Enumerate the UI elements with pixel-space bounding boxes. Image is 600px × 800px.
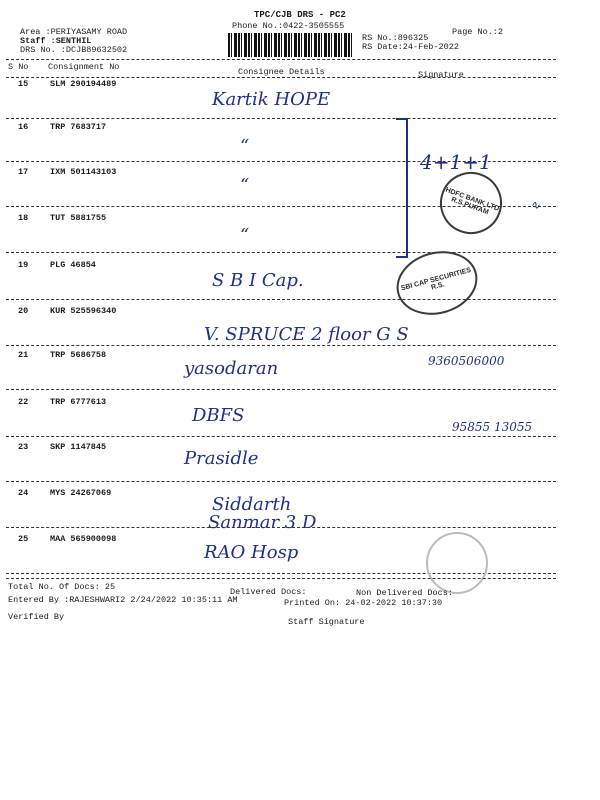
row-handwriting: RAO Hosp [204, 542, 299, 563]
row-divider [6, 481, 556, 482]
faded-stamp [426, 532, 488, 594]
row-consignment: IXM 501143103 [50, 167, 117, 177]
non-delivered-docs: Non Delivered Docs: [356, 588, 453, 598]
handwritten-number: 95855 13055 [452, 420, 533, 434]
rs-number: RS No.:896325 [362, 33, 429, 43]
row-handwriting: “ [240, 136, 250, 157]
row-consignment: TRP 7683717 [50, 122, 107, 132]
entered-by: Entered By :RAJESHWARI2 2/24/2022 10:35:11 AM [8, 595, 238, 605]
row-sno: 22 [18, 397, 29, 407]
row-handwriting: S B I Cap. [212, 270, 304, 291]
row-sno: 23 [18, 442, 29, 452]
row-divider [6, 118, 556, 119]
drs-number: DRS No. :DCJB89632502 [20, 45, 128, 55]
verified-by: Verified By [8, 612, 65, 622]
row-handwriting: Prasidle [184, 448, 259, 469]
col-consignee-header: Consignee Details [238, 67, 325, 77]
row-handwriting: “ [240, 225, 250, 246]
row-consignment: TRP 6777613 [50, 397, 107, 407]
row-sno: 16 [18, 122, 29, 132]
row-consignment: MYS 24267069 [50, 488, 112, 498]
staff-label: Staff :SENTHIL [20, 36, 92, 46]
row-consignment: SKP 1147845 [50, 442, 107, 452]
barcode [228, 33, 354, 57]
phone-number: Phone No.:0422-3505555 [232, 21, 345, 31]
row-handwriting: “ [240, 175, 250, 196]
row-divider [6, 299, 556, 300]
row-sno: 18 [18, 213, 29, 223]
row-consignment: PLG 46854 [50, 260, 96, 270]
handwritten-count-note: 4+1+1 [420, 150, 492, 174]
divider [6, 59, 556, 60]
page-number: Page No.:2 [452, 27, 504, 37]
col-sno-header: S No [8, 62, 29, 72]
row-sno: 17 [18, 167, 29, 177]
printed-on: Printed On: 24-02-2022 10:37:30 [284, 598, 443, 608]
handwritten-signature: ∿ [530, 198, 541, 212]
row-divider [6, 389, 556, 390]
row-handwriting: V. SPRUCE 2 floor G S [204, 324, 409, 345]
rs-date: RS Date:24-Feb-2022 [362, 42, 459, 52]
row-sno: 15 [18, 79, 29, 89]
handwritten-bracket [396, 118, 408, 258]
row-consignment: TRP 5686758 [50, 350, 107, 360]
handwritten-row24-line2: Sanmar 3 D [208, 512, 317, 533]
handwritten-phone: 9360506000 [428, 354, 505, 368]
row-handwriting: DBFS [192, 405, 245, 426]
row-consignment: TUT 5881755 [50, 213, 107, 223]
col-signature-header: Signature [418, 70, 464, 80]
row-handwriting: Siddarth [212, 494, 292, 515]
staff-signature: Staff Signature [288, 617, 365, 627]
divider [6, 578, 556, 579]
row-consignment: SLM 290194489 [50, 79, 117, 89]
row-divider [6, 436, 556, 437]
hdfc-stamp: HDFC BANK LTD R.S.PURAM [431, 163, 510, 242]
total-docs: Total No. Of Docs: 25 [8, 582, 116, 592]
row-consignment: KUR 525596340 [50, 306, 117, 316]
row-consignment: MAA 565900098 [50, 534, 117, 544]
row-divider [6, 345, 556, 346]
row-divider [6, 252, 556, 253]
row-handwriting: yasodaran [184, 358, 279, 379]
divider [6, 77, 556, 78]
sbi-stamp: SBI CAP SECURITIES R.S. [389, 242, 484, 323]
area-label: Area :PERIYASAMY ROAD [20, 27, 128, 37]
col-consignment-header: Consignment No [48, 62, 120, 72]
delivered-docs: Delivered Docs: [230, 587, 307, 597]
row-sno: 19 [18, 260, 29, 270]
row-sno: 24 [18, 488, 29, 498]
row-sno: 20 [18, 306, 29, 316]
row-handwriting: Kartik HOPE [212, 89, 331, 110]
row-sno: 21 [18, 350, 29, 360]
row-sno: 25 [18, 534, 29, 544]
document-title: TPC/CJB DRS - PC2 [254, 10, 346, 20]
